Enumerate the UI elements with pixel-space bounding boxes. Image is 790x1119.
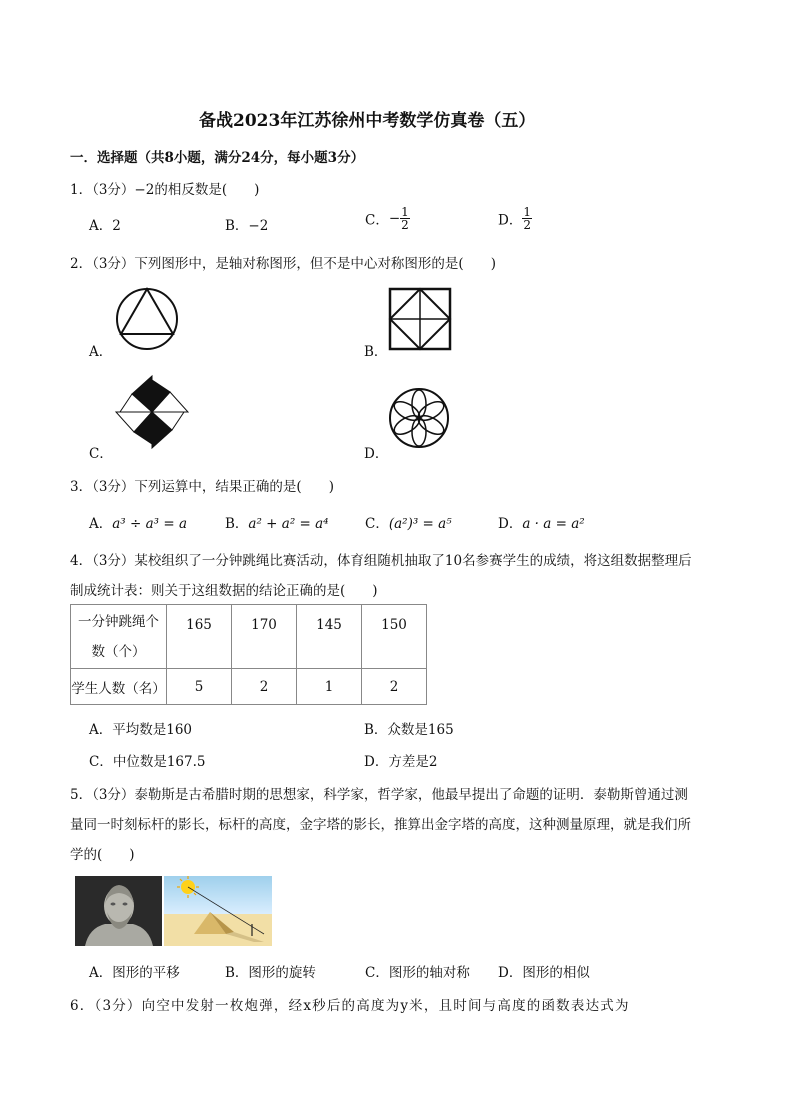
question-3-stem: 3．（3分）下列运算中，结果正确的是( )	[70, 479, 334, 495]
square-diamond-figure	[388, 287, 452, 351]
question-1-stem: 1．（3分）−2的相反数是( )	[70, 182, 260, 198]
table-header-cell: 学生人数（名）	[71, 669, 167, 705]
q1-option-d: D． $\frac{1}{2}$	[498, 205, 531, 232]
pinwheel-figure	[112, 372, 192, 452]
table-cell: 2	[362, 669, 427, 705]
question-4-stem-line2: 制成统计表：则关于这组数据的结论正确的是( )	[70, 583, 378, 599]
table-cell: 170	[232, 605, 297, 669]
statistics-table	[70, 604, 427, 705]
q1-option-b: B．−2	[225, 218, 269, 234]
table-cell: 150	[362, 605, 427, 669]
fraction: $\frac{1}{2}$	[401, 205, 409, 232]
table-row	[71, 669, 427, 705]
fraction: $\frac{1}{2}$	[523, 205, 531, 232]
table-cell: 145	[297, 605, 362, 669]
table-row	[71, 605, 427, 669]
question-5-stem-line2: 量同一时刻标杆的影长，标杆的高度，金字塔的影长，推算出金字塔的高度，这种测量原理，就是我们所	[70, 817, 691, 833]
question-2-stem: 2．（3分）下列图形中，是轴对称图形，但不是中心对称图形的是( )	[70, 256, 496, 272]
pyramid-shadow-image	[164, 876, 272, 946]
q5-option-c: C．图形的轴对称	[365, 965, 470, 981]
section-header: 一．选择题（共8小题，满分24分，每小题3分）	[70, 150, 365, 166]
q5-option-d: D．图形的相似	[498, 965, 590, 981]
q3-option-b: B．a² + a² = a⁴	[225, 516, 329, 532]
q2-label-d: D．	[364, 446, 389, 462]
question-6-stem-line1: 6．（3分）向空中发射一枚炮弹，经x秒后的高度为y米，且时间与高度的函数表达式为	[70, 998, 630, 1014]
q5-option-a: A．图形的平移	[89, 965, 180, 981]
flower-circle-figure	[388, 387, 450, 449]
circle-triangle-figure	[114, 286, 180, 352]
q2-label-b: B．	[364, 344, 388, 360]
table-cell: 165	[167, 605, 232, 669]
q2-label-a: A．	[89, 344, 113, 360]
page-title: 备战2023年江苏徐州中考数学仿真卷（五）	[199, 111, 536, 131]
q4-option-d: D．方差是2	[364, 754, 438, 770]
question-5-stem-line1: 5．（3分）泰勒斯是古希腊时期的思想家，科学家，哲学家，他最早提出了命题的证明．泰勒斯曾通过测	[70, 787, 688, 803]
q3-option-d: D．a · a = a²	[498, 516, 585, 532]
q4-option-c: C．中位数是167.5	[89, 754, 206, 770]
q5-option-b: B．图形的旋转	[225, 965, 316, 981]
table-cell: 1	[297, 669, 362, 705]
table-cell: 2	[232, 669, 297, 705]
question-4-stem-line1: 4．（3分）某校组织了一分钟跳绳比赛活动，体育组随机抽取了10名参赛学生的成绩，将这组数据整理后	[70, 553, 692, 569]
question-5-stem-line3: 学的( )	[70, 847, 135, 863]
table-header-cell: 一分钟跳绳个 数（个）	[71, 605, 167, 669]
q4-option-a: A．平均数是160	[89, 722, 193, 738]
table-cell: 5	[167, 669, 232, 705]
q2-label-c: C．	[89, 446, 113, 462]
q3-option-c: C．(a²)³ = a⁵	[365, 516, 452, 532]
q1-option-a: A．2	[89, 218, 121, 234]
thales-bust-image	[75, 876, 162, 946]
q3-option-a: A．a³ ÷ a³ = a	[89, 516, 188, 532]
q1-option-c: C．− $\frac{1}{2}$	[365, 205, 409, 232]
q4-option-b: B．众数是165	[364, 722, 454, 738]
